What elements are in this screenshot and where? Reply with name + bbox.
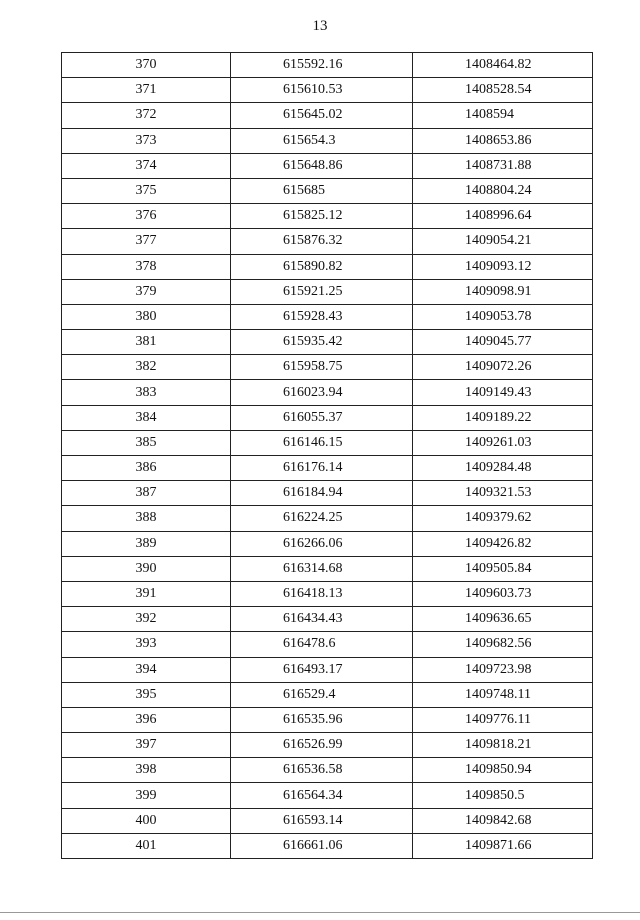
y-coordinate-cell: 1408594 (413, 103, 593, 128)
point-number-cell: 387 (62, 481, 231, 506)
y-coordinate-cell: 1409748.11 (413, 682, 593, 707)
table-row (62, 128, 593, 153)
x-coordinate-cell: 616055.37 (231, 405, 413, 430)
point-number-cell: 401 (62, 833, 231, 858)
x-coordinate-cell: 615958.75 (231, 355, 413, 380)
point-number-cell: 370 (62, 53, 231, 78)
x-coordinate-cell: 615928.43 (231, 304, 413, 329)
x-coordinate-cell: 615645.02 (231, 103, 413, 128)
table-row (62, 531, 593, 556)
y-coordinate-cell: 1409850.5 (413, 783, 593, 808)
y-coordinate-cell: 1409098.91 (413, 279, 593, 304)
point-number-cell: 385 (62, 430, 231, 455)
table-row (62, 103, 593, 128)
point-number-cell: 386 (62, 456, 231, 481)
x-coordinate-cell: 615592.16 (231, 53, 413, 78)
point-number-cell: 391 (62, 581, 231, 606)
x-coordinate-cell: 615876.32 (231, 229, 413, 254)
table-row (62, 733, 593, 758)
x-coordinate-cell: 615921.25 (231, 279, 413, 304)
x-coordinate-cell: 616493.17 (231, 657, 413, 682)
point-number-cell: 400 (62, 808, 231, 833)
point-number-cell: 397 (62, 733, 231, 758)
x-coordinate-cell: 615685 (231, 178, 413, 203)
point-number-cell: 376 (62, 204, 231, 229)
table-row (62, 581, 593, 606)
point-number-cell: 399 (62, 783, 231, 808)
table-row (62, 707, 593, 732)
y-coordinate-cell: 1409053.78 (413, 304, 593, 329)
y-coordinate-cell: 1409842.68 (413, 808, 593, 833)
point-number-cell: 383 (62, 380, 231, 405)
point-number-cell: 378 (62, 254, 231, 279)
x-coordinate-cell: 616478.6 (231, 632, 413, 657)
y-coordinate-cell: 1409261.03 (413, 430, 593, 455)
y-coordinate-cell: 1409149.43 (413, 380, 593, 405)
coordinates-table (61, 52, 593, 859)
y-coordinate-cell: 1408653.86 (413, 128, 593, 153)
y-coordinate-cell: 1409850.94 (413, 758, 593, 783)
x-coordinate-cell: 616661.06 (231, 833, 413, 858)
y-coordinate-cell: 1409871.66 (413, 833, 593, 858)
y-coordinate-cell: 1409426.82 (413, 531, 593, 556)
y-coordinate-cell: 1408996.64 (413, 204, 593, 229)
table-row (62, 178, 593, 203)
table-row (62, 632, 593, 657)
y-coordinate-cell: 1409818.21 (413, 733, 593, 758)
y-coordinate-cell: 1409636.65 (413, 607, 593, 632)
table-row (62, 682, 593, 707)
table-row (62, 758, 593, 783)
table-row (62, 355, 593, 380)
table-row (62, 833, 593, 858)
point-number-cell: 375 (62, 178, 231, 203)
table-row (62, 53, 593, 78)
x-coordinate-cell: 616536.58 (231, 758, 413, 783)
y-coordinate-cell: 1409321.53 (413, 481, 593, 506)
page-bottom-rule (0, 912, 640, 913)
table-row (62, 556, 593, 581)
y-coordinate-cell: 1409072.26 (413, 355, 593, 380)
x-coordinate-cell: 616176.14 (231, 456, 413, 481)
y-coordinate-cell: 1409723.98 (413, 657, 593, 682)
point-number-cell: 398 (62, 758, 231, 783)
point-number-cell: 371 (62, 78, 231, 103)
coordinates-table-body (62, 53, 593, 859)
x-coordinate-cell: 616023.94 (231, 380, 413, 405)
point-number-cell: 393 (62, 632, 231, 657)
table-row (62, 380, 593, 405)
point-number-cell: 382 (62, 355, 231, 380)
x-coordinate-cell: 616184.94 (231, 481, 413, 506)
y-coordinate-cell: 1408528.54 (413, 78, 593, 103)
table-row (62, 405, 593, 430)
x-coordinate-cell: 616418.13 (231, 581, 413, 606)
y-coordinate-cell: 1409603.73 (413, 581, 593, 606)
point-number-cell: 388 (62, 506, 231, 531)
x-coordinate-cell: 616535.96 (231, 707, 413, 732)
point-number-cell: 396 (62, 707, 231, 732)
x-coordinate-cell: 616593.14 (231, 808, 413, 833)
y-coordinate-cell: 1409505.84 (413, 556, 593, 581)
point-number-cell: 373 (62, 128, 231, 153)
point-number-cell: 392 (62, 607, 231, 632)
point-number-cell: 384 (62, 405, 231, 430)
table-row (62, 808, 593, 833)
y-coordinate-cell: 1409682.56 (413, 632, 593, 657)
x-coordinate-cell: 616224.25 (231, 506, 413, 531)
y-coordinate-cell: 1409093.12 (413, 254, 593, 279)
point-number-cell: 372 (62, 103, 231, 128)
y-coordinate-cell: 1409284.48 (413, 456, 593, 481)
table-row (62, 607, 593, 632)
table-row (62, 254, 593, 279)
x-coordinate-cell: 616529.4 (231, 682, 413, 707)
table-row (62, 783, 593, 808)
x-coordinate-cell: 615935.42 (231, 330, 413, 355)
point-number-cell: 381 (62, 330, 231, 355)
point-number-cell: 377 (62, 229, 231, 254)
y-coordinate-cell: 1409776.11 (413, 707, 593, 732)
y-coordinate-cell: 1408464.82 (413, 53, 593, 78)
table-row (62, 78, 593, 103)
y-coordinate-cell: 1408731.88 (413, 153, 593, 178)
table-row (62, 657, 593, 682)
point-number-cell: 394 (62, 657, 231, 682)
point-number-cell: 374 (62, 153, 231, 178)
y-coordinate-cell: 1408804.24 (413, 178, 593, 203)
y-coordinate-cell: 1409189.22 (413, 405, 593, 430)
table-row (62, 481, 593, 506)
table-row (62, 456, 593, 481)
point-number-cell: 380 (62, 304, 231, 329)
table-row (62, 153, 593, 178)
x-coordinate-cell: 616266.06 (231, 531, 413, 556)
point-number-cell: 389 (62, 531, 231, 556)
x-coordinate-cell: 615610.53 (231, 78, 413, 103)
x-coordinate-cell: 616434.43 (231, 607, 413, 632)
y-coordinate-cell: 1409379.62 (413, 506, 593, 531)
x-coordinate-cell: 615654.3 (231, 128, 413, 153)
x-coordinate-cell: 616526.99 (231, 733, 413, 758)
table-row (62, 430, 593, 455)
page-number: 13 (312, 18, 328, 34)
x-coordinate-cell: 616564.34 (231, 783, 413, 808)
x-coordinate-cell: 615648.86 (231, 153, 413, 178)
table-row (62, 304, 593, 329)
x-coordinate-cell: 616314.68 (231, 556, 413, 581)
point-number-cell: 390 (62, 556, 231, 581)
x-coordinate-cell: 615825.12 (231, 204, 413, 229)
table-row (62, 279, 593, 304)
point-number-cell: 379 (62, 279, 231, 304)
table-row (62, 204, 593, 229)
x-coordinate-cell: 615890.82 (231, 254, 413, 279)
y-coordinate-cell: 1409045.77 (413, 330, 593, 355)
y-coordinate-cell: 1409054.21 (413, 229, 593, 254)
table-row (62, 330, 593, 355)
point-number-cell: 395 (62, 682, 231, 707)
table-row (62, 506, 593, 531)
table-row (62, 229, 593, 254)
x-coordinate-cell: 616146.15 (231, 430, 413, 455)
